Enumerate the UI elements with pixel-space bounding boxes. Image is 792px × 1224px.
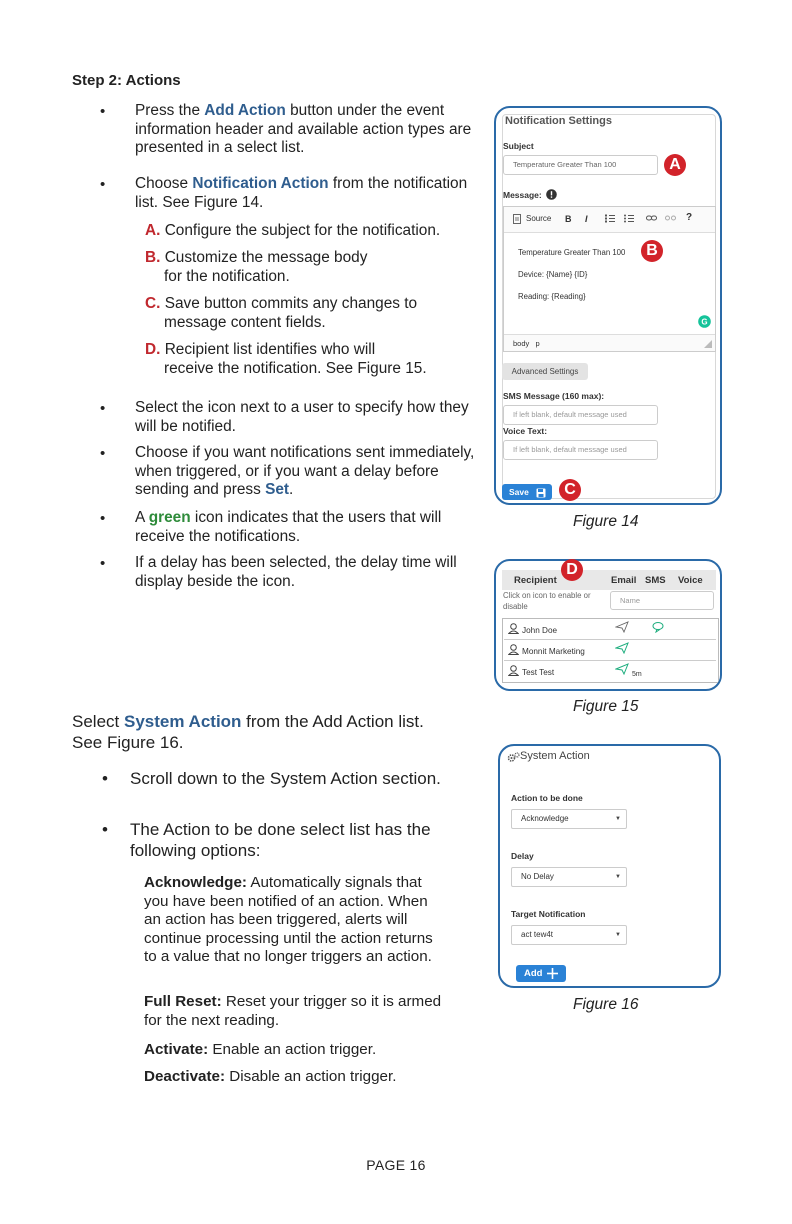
unlink-icon[interactable] bbox=[665, 214, 676, 224]
callout-badge-a: A bbox=[664, 154, 686, 176]
callout-badge-b: B bbox=[641, 240, 663, 262]
sms-input[interactable]: If left blank, default message used bbox=[503, 405, 658, 425]
sub-item-a: A. Configure the subject for the notification. bbox=[145, 222, 441, 239]
delay-label: Delay bbox=[511, 851, 534, 861]
bullet-marker: • bbox=[100, 176, 106, 193]
svg-text:G: G bbox=[701, 317, 708, 327]
save-button[interactable] bbox=[502, 484, 552, 500]
recipient-name: Test Test bbox=[522, 668, 555, 677]
add-label: Add bbox=[524, 968, 543, 979]
help-button[interactable]: ? bbox=[686, 212, 693, 223]
option-activate: Activate: Enable an action trigger. bbox=[144, 1041, 377, 1058]
bullet-action-options: The Action to be done select list has the following options: bbox=[130, 820, 431, 860]
delay-select[interactable] bbox=[511, 867, 627, 887]
message-line-1: Temperature Greater Than 100 bbox=[518, 248, 626, 257]
bullet-select-icon: Select the icon next to a user to specify how they will be notified. bbox=[135, 399, 469, 435]
element-path: body p bbox=[513, 339, 540, 348]
save-label: Save bbox=[509, 487, 529, 497]
bullet-marker: • bbox=[100, 103, 106, 120]
bullet-marker: • bbox=[102, 820, 108, 839]
source-button[interactable]: Source bbox=[526, 214, 552, 223]
advanced-settings-button[interactable]: Advanced Settings bbox=[502, 363, 588, 380]
bullet-choose-delay: Choose if you want notifications sent immediately, when triggered, or if you want a delay before sending and press Set. bbox=[135, 444, 475, 499]
action-to-be-done-label: Action to be done bbox=[511, 793, 583, 803]
numbered-list-icon[interactable] bbox=[605, 214, 615, 225]
system-action-intro: Select System Action from the Add Action list. See Figure 16. bbox=[72, 712, 424, 752]
sub-item-b: B. Customize the message body for the notification. bbox=[145, 249, 368, 285]
figure-15-recipient-list bbox=[494, 559, 722, 691]
bullet-green-icon: A green icon indicates that the users that will receive the notifications. bbox=[135, 509, 442, 545]
gears-icon bbox=[507, 750, 520, 768]
editor-status-bar bbox=[504, 334, 715, 351]
sms-label: SMS Message (160 max): bbox=[503, 391, 605, 401]
message-line-3: Reading: {Reading} bbox=[518, 292, 586, 301]
callout-badge-d: D bbox=[561, 559, 583, 581]
voice-input[interactable]: If left blank, default message used bbox=[503, 440, 658, 460]
dropdown-arrow-icon: ▼ bbox=[615, 816, 621, 822]
bullet-list-icon[interactable] bbox=[624, 214, 634, 225]
paper-plane-icon[interactable] bbox=[615, 642, 629, 656]
recipient-row[interactable] bbox=[504, 661, 716, 682]
voice-label: Voice Text: bbox=[503, 426, 548, 436]
save-disk-icon bbox=[536, 487, 546, 503]
bullet-scroll-down: Scroll down to the System Action section. bbox=[130, 769, 441, 788]
action-select[interactable] bbox=[511, 809, 627, 829]
resize-handle-icon[interactable] bbox=[704, 340, 712, 350]
bullet-marker: • bbox=[100, 445, 106, 462]
bullet-add-action: Press the Add Action button under the event information header and available action types are presented in a select list. bbox=[135, 102, 472, 157]
sub-item-d: D. Recipient list identifies who will receive the notification. See Figure 15. bbox=[145, 341, 427, 377]
bullet-marker: • bbox=[100, 555, 106, 572]
chat-icon[interactable] bbox=[652, 621, 666, 635]
grammarly-icon[interactable] bbox=[698, 315, 711, 333]
sub-item-c: C. Save button commits any changes to message content fields. bbox=[145, 295, 418, 331]
link-icon[interactable] bbox=[646, 214, 657, 224]
action-select-value: Acknowledge bbox=[521, 814, 569, 823]
paper-plane-icon[interactable] bbox=[615, 663, 629, 677]
option-full-reset: Full Reset: Reset your trigger so it is armed for the next reading. bbox=[144, 993, 442, 1029]
email-header[interactable]: Email bbox=[611, 575, 637, 586]
figure-16-caption: Figure 16 bbox=[573, 996, 639, 1013]
plus-icon bbox=[547, 968, 558, 985]
target-select-value: act tew4t bbox=[521, 930, 554, 939]
recipient-list bbox=[502, 618, 719, 683]
voice-header[interactable]: Voice bbox=[678, 575, 703, 586]
option-acknowledge: Acknowledge: Automatically signals that you have been notified of an action. When an action has been triggered, alerts will continue processing until the action returns to a value that no longer triggers an action. bbox=[144, 874, 433, 966]
target-notification-label: Target Notification bbox=[511, 909, 586, 919]
person-icon bbox=[508, 644, 519, 657]
delay-select-value: No Delay bbox=[521, 872, 554, 881]
editor-toolbar bbox=[504, 207, 715, 233]
dropdown-arrow-icon: ▼ bbox=[615, 874, 621, 880]
notification-settings-title: Notification Settings bbox=[505, 115, 612, 127]
message-label: Message: bbox=[503, 190, 542, 200]
recipient-name: John Doe bbox=[522, 626, 558, 635]
recipient-header: Recipient bbox=[514, 575, 557, 586]
person-icon bbox=[508, 665, 519, 678]
figure-14-caption: Figure 14 bbox=[573, 513, 639, 530]
info-icon bbox=[546, 187, 557, 205]
add-button[interactable] bbox=[516, 965, 566, 982]
bullet-marker: • bbox=[102, 769, 108, 788]
recipient-name: Monnit Marketing bbox=[522, 647, 585, 656]
italic-button[interactable]: I bbox=[585, 214, 588, 224]
bullet-marker: • bbox=[100, 400, 106, 417]
dropdown-arrow-icon: ▼ bbox=[615, 932, 621, 938]
recipient-header-bar bbox=[502, 570, 716, 590]
paper-plane-icon[interactable] bbox=[615, 621, 629, 635]
recipient-row[interactable] bbox=[504, 640, 716, 661]
name-filter-input[interactable]: Name bbox=[610, 591, 714, 610]
bullet-marker: • bbox=[100, 510, 106, 527]
person-icon bbox=[508, 623, 519, 636]
figure-16-system-action bbox=[498, 744, 721, 988]
sms-header[interactable]: SMS bbox=[645, 575, 666, 586]
bullet-notification-action: Choose Notification Action from the notification list. See Figure 14. bbox=[135, 175, 468, 211]
delay-time: 5m bbox=[632, 671, 642, 678]
step-title: Step 2: Actions bbox=[72, 72, 181, 89]
figure-15-caption: Figure 15 bbox=[573, 698, 639, 715]
target-select[interactable] bbox=[511, 925, 627, 945]
enable-hint: Click on icon to enable or disable bbox=[503, 591, 591, 611]
callout-badge-c: C bbox=[559, 479, 581, 501]
source-icon[interactable] bbox=[513, 214, 522, 226]
system-action-title: System Action bbox=[520, 750, 590, 762]
page-number: PAGE 16 bbox=[366, 1157, 426, 1173]
message-line-2: Device: {Name} {ID} bbox=[518, 270, 588, 279]
bold-button[interactable]: B bbox=[565, 214, 572, 224]
option-deactivate: Deactivate: Disable an action trigger. bbox=[144, 1068, 397, 1085]
bullet-delay-display: If a delay has been selected, the delay time will display beside the icon. bbox=[135, 554, 457, 590]
recipient-row[interactable] bbox=[504, 619, 716, 640]
subject-label: Subject bbox=[503, 141, 534, 151]
message-editor[interactable] bbox=[503, 206, 716, 352]
subject-input[interactable]: Temperature Greater Than 100 bbox=[503, 155, 658, 175]
